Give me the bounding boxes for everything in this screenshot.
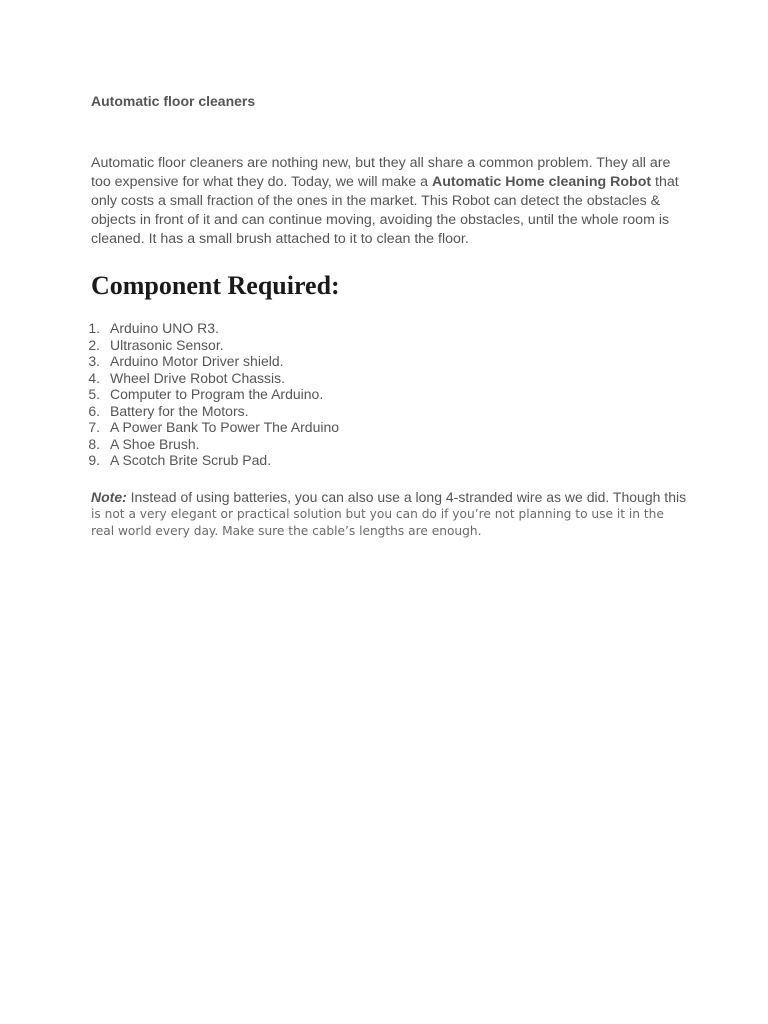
list-item bbox=[88, 386, 339, 403]
list-item-text: Battery for the Motors. bbox=[110, 402, 249, 419]
intro-text-end: that only costs a small fraction of the ones in the market. This Robot can detect the obstacles & objects in front of it and can continue moving, avoiding the obstacles, until the whole room is cleaned. It has a small brush attached to it to clean the floor. bbox=[91, 174, 679, 247]
list-item bbox=[88, 402, 339, 420]
list-item-text: Computer to Program the Arduino. bbox=[110, 386, 324, 402]
list-item-number: 2. bbox=[88, 336, 100, 353]
list-item-text: Wheel Drive Robot Chassis. bbox=[110, 369, 286, 386]
list-item-number: 9. bbox=[88, 452, 100, 468]
list-item bbox=[88, 369, 339, 387]
list-item-number: 6. bbox=[88, 402, 100, 419]
list-item-number: 8. bbox=[88, 435, 100, 452]
intro-text-start: Automatic floor cleaners are nothing new, but they all share a common problem. They all are too expensive for what they do. Today, we will make a bbox=[91, 155, 671, 190]
list-item-text: Ultrasonic Sensor. bbox=[110, 336, 224, 353]
components-list bbox=[88, 320, 340, 469]
list-item-text: A Shoe Brush. bbox=[110, 435, 200, 452]
list-item-text: A Power Bank To Power The Arduino bbox=[110, 419, 340, 435]
list-item-number: 7. bbox=[88, 419, 100, 435]
note-text-start: Instead of using batteries, you can also use a long 4-stranded wire as we did. Though this bbox=[126, 489, 687, 505]
list-item bbox=[88, 452, 339, 469]
document-title: Automatic floor cleaners bbox=[91, 93, 256, 109]
list-item-number: 5. bbox=[88, 386, 100, 402]
note-first-line bbox=[91, 488, 687, 506]
list-item bbox=[88, 419, 340, 436]
intro-paragraph bbox=[91, 154, 681, 249]
list-item bbox=[88, 353, 339, 370]
list-item bbox=[88, 435, 339, 453]
note-label: Note: bbox=[91, 489, 127, 505]
list-item-text: A Scotch Brite Scrub Pad. bbox=[110, 452, 272, 468]
list-item bbox=[88, 336, 339, 354]
list-item-text: Arduino UNO R3. bbox=[110, 320, 219, 336]
list-item-text: Arduino Motor Driver shield. bbox=[110, 353, 284, 369]
components-heading: Component Required: bbox=[91, 271, 340, 300]
note-text-rest: is not a very elegant or practical solution but you can do if you’re not planning to use it in the real world every day. Make sure the cable’s lengths are enough. bbox=[91, 507, 664, 538]
list-item-number: 3. bbox=[88, 353, 100, 369]
list-item bbox=[88, 320, 339, 337]
list-item-number: 4. bbox=[88, 369, 100, 386]
note-paragraph bbox=[91, 488, 687, 540]
intro-bold-text: Automatic Home cleaning Robot bbox=[431, 174, 652, 190]
list-item-number: 1. bbox=[88, 320, 100, 336]
